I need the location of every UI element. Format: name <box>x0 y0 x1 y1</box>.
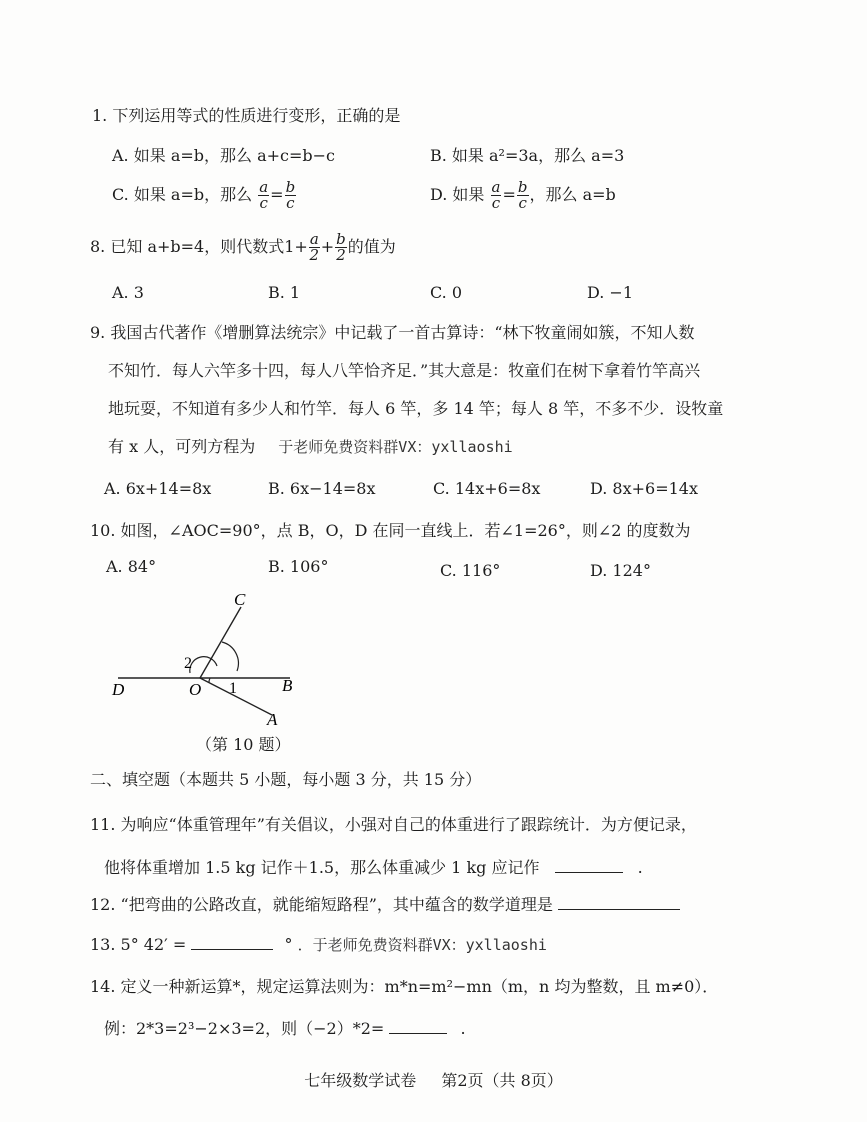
denominator: c <box>286 194 295 212</box>
q14-line-2 <box>104 1017 466 1039</box>
numerator: a <box>491 178 501 196</box>
label-b: B <box>282 676 293 695</box>
q13-answer-blank[interactable] <box>191 933 273 950</box>
q7-option-c-pre: C. 如果 a=b，那么 <box>112 185 253 204</box>
numerator: a <box>309 230 319 248</box>
q10-figure <box>100 585 320 735</box>
q9-line-2: 不知竹．每人六竿多十四，每人八竿恰齐足．”其大意是：牧童们在树下拿着竹竿高兴 <box>108 361 701 380</box>
q11-line-2 <box>104 856 643 878</box>
ray-oc <box>200 607 241 678</box>
numerator: b <box>285 178 296 196</box>
label-d: D <box>112 680 125 699</box>
q14-line-2-text: 例：2*3=2³−2×3=2，则（−2）*2= <box>104 1019 385 1038</box>
fraction <box>309 232 320 263</box>
q14-line-1: 14. 定义一种新运算*，规定运算法则为：m*n=m²−mn（m，n 均为整数，且 m≠0）． <box>90 977 719 996</box>
q12-text: 12. “把弯曲的公路改直，就能缩短路程”，其中蕴含的数学道理是 <box>90 895 553 914</box>
q9-option-b: B. 6x−14=8x <box>268 479 376 498</box>
q11-line-1: 11. 为响应“体重管理年”有关倡议，小强对自己的体重进行了跟踪统计．为方便记录， <box>90 815 697 834</box>
watermark-text: 于老师免费资料群VX：yxllaoshi <box>278 438 513 456</box>
q10-option-b: B. 106° <box>268 557 329 576</box>
footer-title: 七年级数学试卷 <box>304 1071 417 1090</box>
q11-answer-blank[interactable] <box>555 856 623 873</box>
label-o: O <box>189 680 202 699</box>
page-footer <box>0 1068 867 1091</box>
q13-text: 13. 5° 42′ = <box>90 935 187 954</box>
angle-1-arc <box>209 678 210 683</box>
fraction <box>517 180 529 211</box>
numerator: b <box>336 230 346 248</box>
denominator: 2 <box>309 246 320 264</box>
section-2-heading: 二、填空题（本题共 5 小题，每小题 3 分，共 15 分） <box>90 770 482 789</box>
q10-option-c: C. 116° <box>440 561 501 580</box>
q7-option-c <box>112 180 297 211</box>
q9-line-4-text: 有 x 人，可列方程为 <box>108 437 256 456</box>
q7-option-b: B. 如果 a²=3a，那么 a=3 <box>430 146 625 165</box>
q7-stem-text: 下列运用等式的性质进行变形，正确的是 <box>112 106 401 125</box>
numerator: b <box>517 178 528 196</box>
q8-option-c: C. 0 <box>430 283 463 302</box>
footer-page-number: 第2页（共 8页） <box>441 1071 563 1090</box>
watermark-text: ．于老师免费资料群VX：yxllaoshi <box>297 936 547 954</box>
q7-stem <box>92 106 400 126</box>
q10-option-a: A. 84° <box>106 557 157 576</box>
denominator: c <box>518 194 527 212</box>
equals-sign: = <box>502 185 516 204</box>
q9-option-a: A. 6x+14=8x <box>104 479 212 498</box>
q8-stem-pre: 8. 已知 a+b=4，则代数式 <box>90 237 285 256</box>
q11-period: . <box>637 858 643 877</box>
label-angle-1: 1 <box>229 680 237 697</box>
denominator: c <box>259 194 268 212</box>
fraction <box>258 180 269 211</box>
q8-option-d: D. −1 <box>587 283 634 302</box>
label-angle-2: 2 <box>184 655 192 672</box>
label-c: C <box>234 590 246 609</box>
q13-degree-unit: ° <box>284 935 293 954</box>
fraction <box>285 180 297 211</box>
fraction <box>335 232 347 263</box>
q9-line-3: 地玩耍，不知道有多少人和竹竿．每人 6 竿，多 14 竿；每人 8 竿，不多不少．设牧童 <box>108 399 724 418</box>
q9-line-4 <box>108 437 513 457</box>
right-angle-arc <box>222 642 238 671</box>
q7-option-d-pre: D. 如果 <box>430 185 485 204</box>
label-a: A <box>267 710 278 729</box>
q7-number: 1. <box>92 106 108 125</box>
q8-stem-post: 的值为 <box>347 237 396 256</box>
q9-line-1: 9. 我国古代著作《增删算法统宗》中记载了一首古算诗：“林下牧童闹如簇，不知人数 <box>90 323 695 342</box>
q13-line <box>90 933 547 955</box>
q12-line <box>90 893 680 915</box>
q8-one-plus: 1+ <box>284 237 308 256</box>
plus-sign: + <box>320 237 335 256</box>
q7-option-a: A. 如果 a=b，那么 a+c=b−c <box>112 146 336 165</box>
q11-line-2-text: 他将体重增加 1.5 kg 记作＋1.5，那么体重减少 1 kg 应记作 <box>104 858 540 877</box>
numerator: a <box>259 178 269 196</box>
q14-answer-blank[interactable] <box>389 1017 447 1034</box>
angle-2-arc <box>190 657 217 673</box>
denominator: 2 <box>336 246 346 264</box>
denominator: c <box>491 194 501 212</box>
q9-option-c: C. 14x+6=8x <box>433 479 541 498</box>
q10-figure-caption: （第 10 题） <box>196 735 291 754</box>
q9-option-d: D. 8x+6=14x <box>590 479 699 498</box>
q10-option-d: D. 124° <box>590 561 651 580</box>
fraction <box>491 180 502 211</box>
q8-option-b: B. 1 <box>268 283 301 302</box>
q10-stem: 10. 如图，∠AOC=90°，点 B，O，D 在同一直线上．若∠1=26°，则∠2 的度数为 <box>90 521 691 540</box>
q12-answer-blank[interactable] <box>558 893 680 910</box>
equals-sign: = <box>270 185 284 204</box>
q8-stem <box>90 232 396 263</box>
q14-period: . <box>460 1019 466 1038</box>
q7-option-d <box>430 180 616 211</box>
q8-option-a: A. 3 <box>112 283 144 302</box>
q7-option-d-post: ，那么 a=b <box>529 185 616 204</box>
